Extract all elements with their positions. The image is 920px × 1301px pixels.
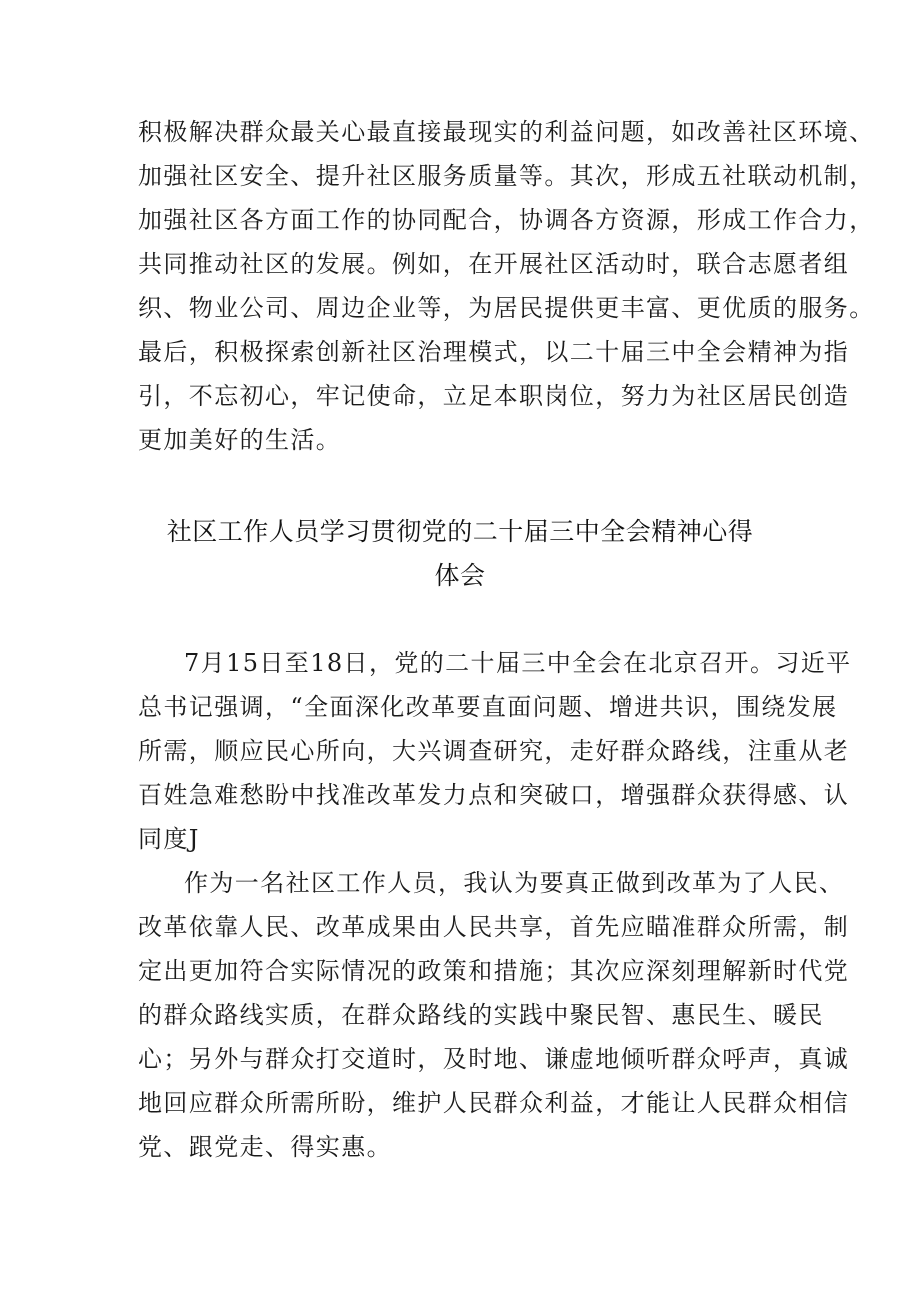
continuation-line: 织、物业公司、周边企业等，为居民提供更丰富、更优质的服务。: [138, 294, 875, 322]
continuation-line: 最后，积极探索创新社区治理模式，以二十届三中全会精神为指: [138, 338, 850, 366]
continuation-line: 共同推动社区的发展。例如，在开展社区活动时，联合志愿者组: [138, 250, 850, 278]
paragraph-2-line: 党、跟党走、得实惠。: [138, 1133, 392, 1161]
paragraph-1-line: 所需，顺应民心所向，大兴调查研究，走好群众路线，注重从老: [138, 737, 850, 765]
paragraph-1-line: 总书记强调，“全面深化改革要直面问题、增进共识，围绕发展: [138, 693, 838, 721]
continuation-line: 更加美好的生活。: [138, 426, 342, 454]
continuation-line: 加强社区安全、提升社区服务质量等。其次，形成五社联动机制，: [138, 162, 875, 190]
continuation-line: 引，不忘初心，牢记使命，立足本职岗位，努力为社区居民创造: [138, 382, 850, 410]
paragraph-2-line: 定出更加符合实际情况的政策和措施；其次应深刻理解新时代党: [138, 957, 850, 985]
continuation-line: 加强社区各方面工作的协同配合，协调各方资源，形成工作合力，: [138, 206, 875, 234]
paragraph-2-line: 作为一名社区工作人员，我认为要真正做到改革为了人民、: [184, 869, 845, 897]
paragraph-2-line: 心；另外与群众打交道时，及时地、谦虚地倾听群众呼声，真诚: [138, 1045, 850, 1073]
paragraph-1-line: 百姓急难愁盼中找准改革发力点和突破口，增强群众获得感、认: [138, 781, 850, 809]
paragraph-2-line: 的群众路线实质，在群众路线的实践中聚民智、惠民生、暖民: [138, 1001, 824, 1029]
page-title-continued: 体会: [434, 561, 486, 590]
paragraph-1-line: 7月15日至18日，党的二十届三中全会在北京召开。习近平: [184, 649, 852, 677]
paragraph-2-line: 地回应群众所需所盼，维护人民群众利益，才能让人民群众相信: [138, 1089, 850, 1117]
continuation-line: 积极解决群众最关心最直接最现实的利益问题，如改善社区环境、: [138, 118, 875, 146]
paragraph-2-line: 改革依靠人民、改革成果由人民共享，首先应瞄准群众所需，制: [138, 913, 850, 941]
paragraph-1-line: 同度J: [138, 825, 200, 853]
page-title: 社区工作人员学习贯彻党的二十届三中全会精神心得: [166, 517, 754, 546]
